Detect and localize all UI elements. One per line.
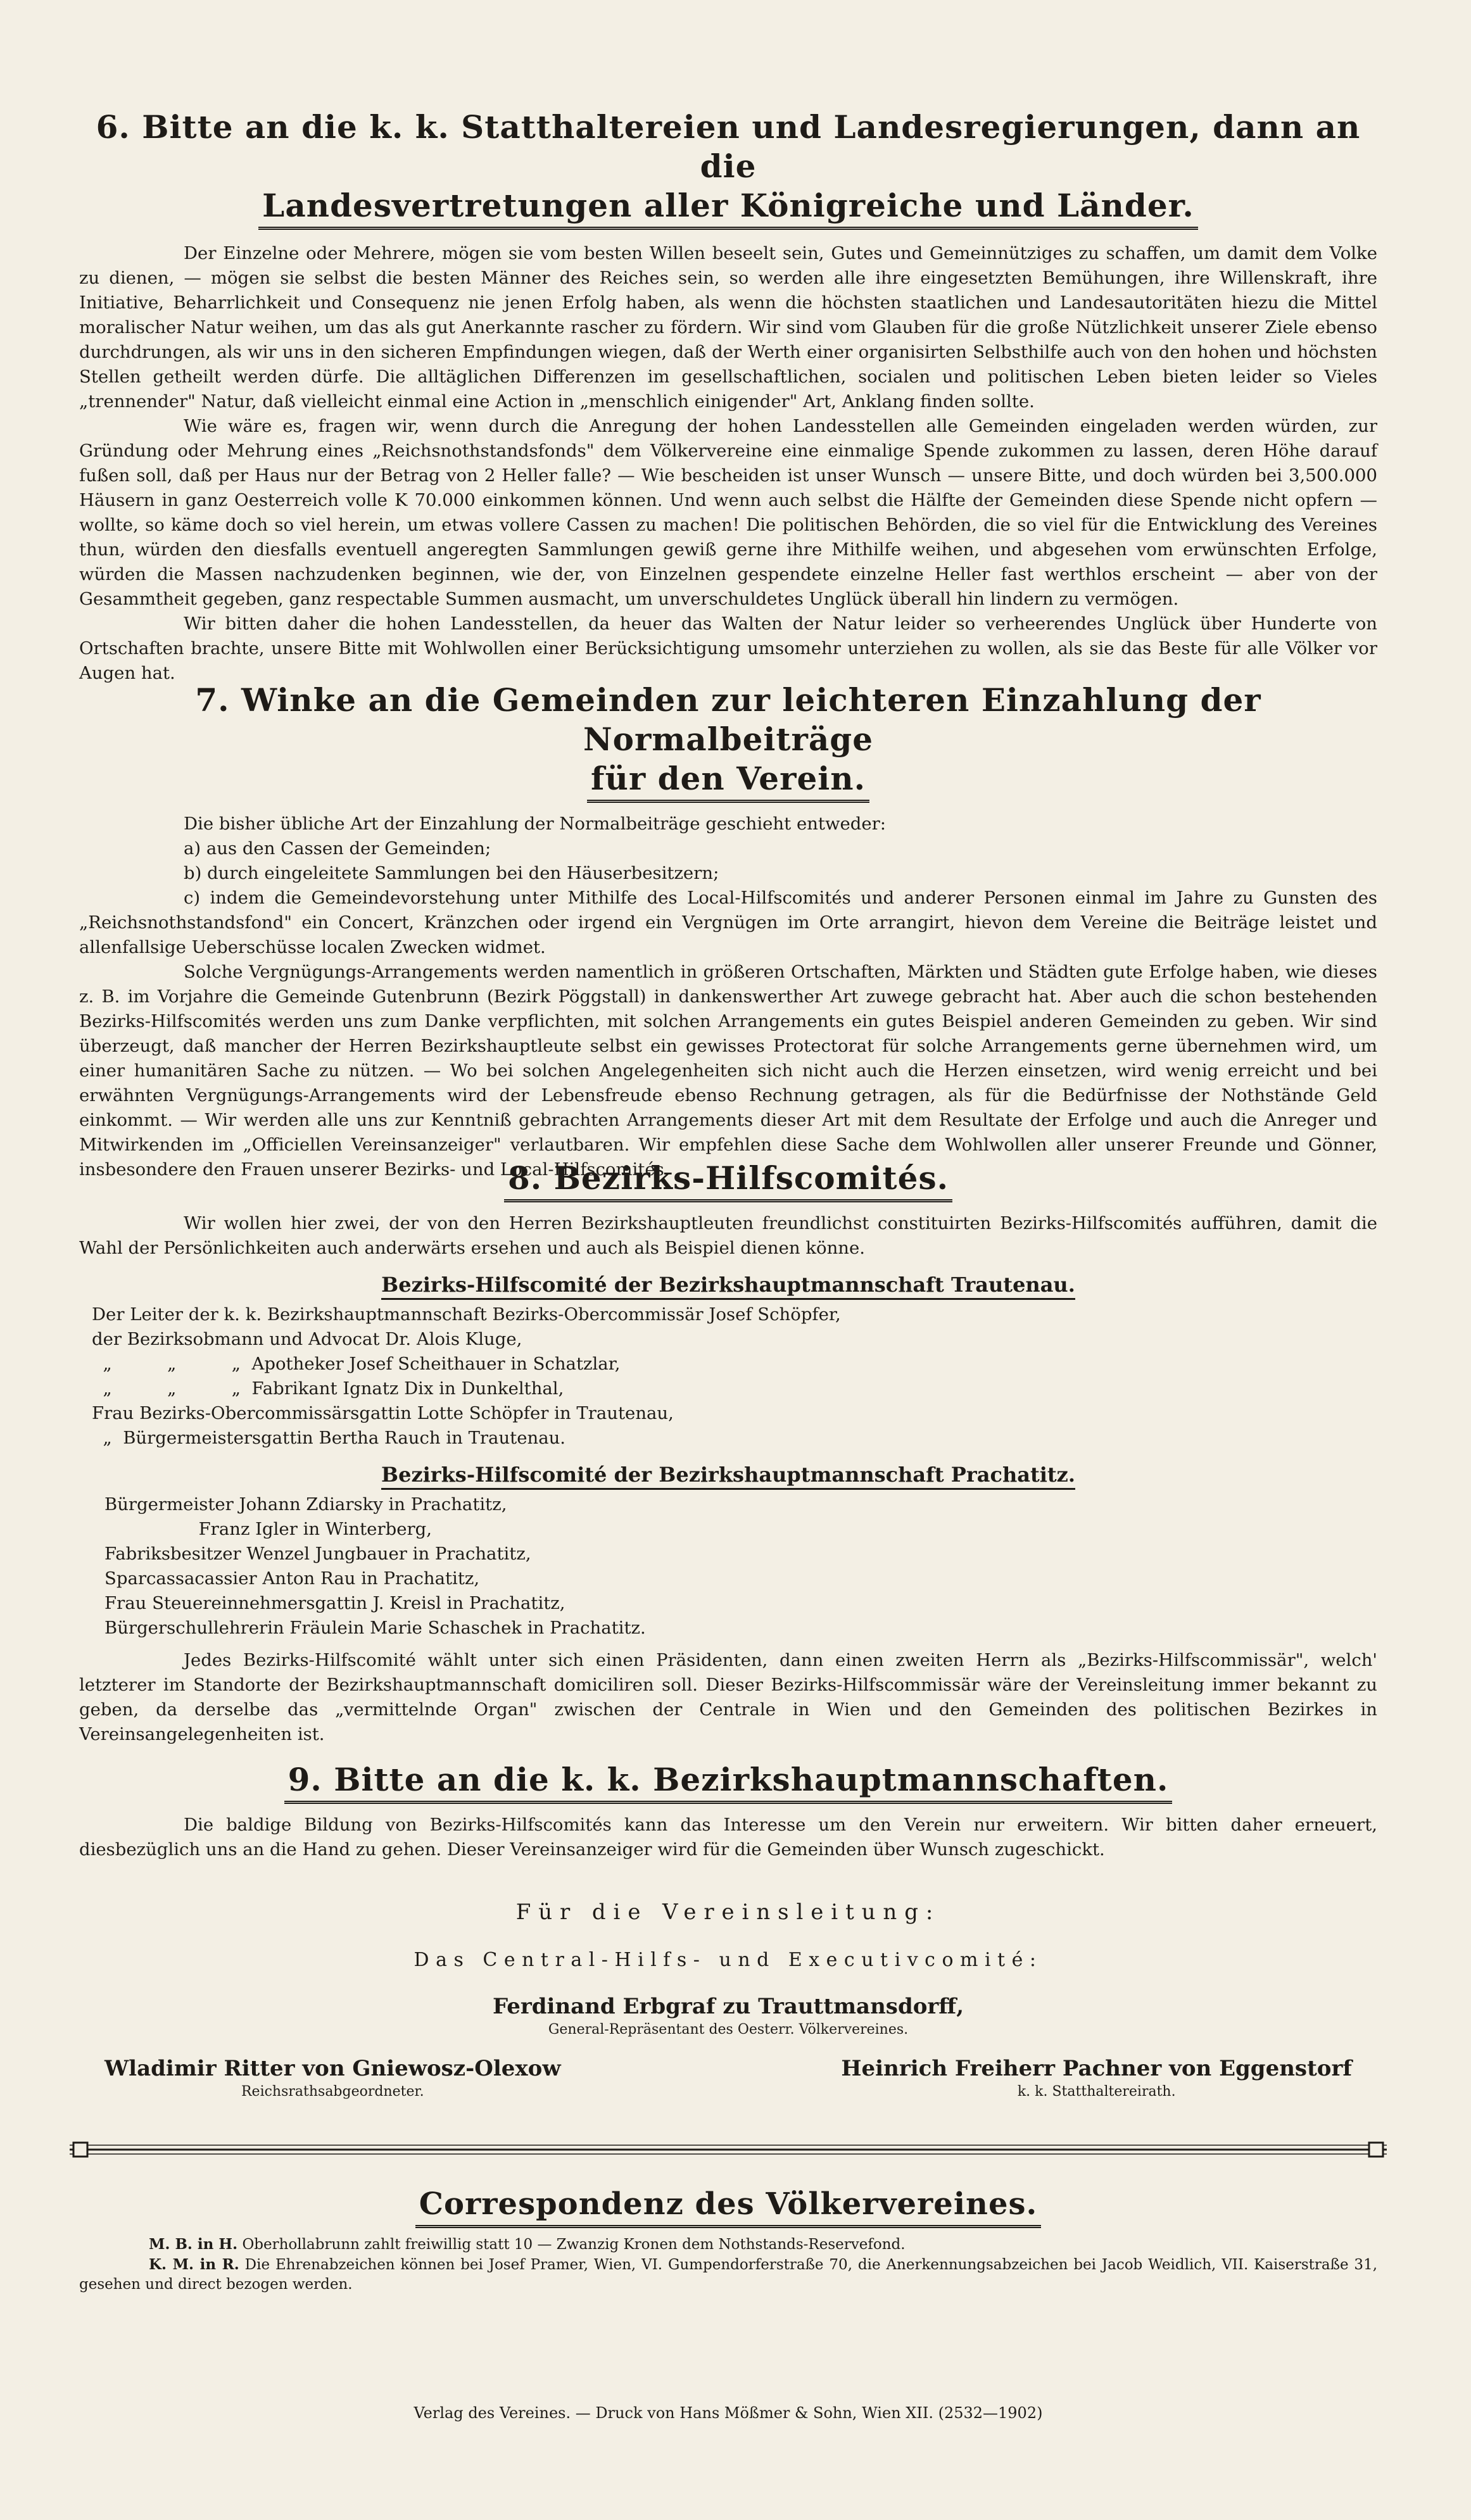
member-row: „ Bürgermeistersgattin Bertha Rauch in Trautenau. bbox=[92, 1428, 566, 1448]
section-7-title-line-2: für den Verein. bbox=[587, 759, 869, 803]
correspondence-entry-1-key: M. B. in H. bbox=[149, 2236, 238, 2253]
member-row: Franz Igler in Winterberg, bbox=[104, 1519, 432, 1539]
correspondence-section bbox=[79, 2184, 1377, 2295]
member-row: „ „ „ Apotheker Josef Scheithauer in Schatzlar, bbox=[92, 1354, 621, 1374]
correspondence-title-text: Correspondenz des Völkervereines. bbox=[415, 2184, 1041, 2228]
section-7-item-b: b) durch eingeleitete Sammlungen bei den Häuserbesitzern; bbox=[184, 863, 719, 883]
committee-prachatitz-title-text: Bezirks-Hilfscomité der Bezirkshauptmannschaft Prachatitz. bbox=[381, 1463, 1075, 1490]
signature-line-1: Für die Vereinsleitung: bbox=[515, 1899, 941, 1925]
signature-right-role: k. k. Statthaltereirath. bbox=[1017, 2084, 1176, 2100]
section-6-paragraph-3: Wir bitten daher die hohen Landesstellen, da heuer das Walten der Natur leider so verheerendes Unglück über Hunderte von Ortschaften brachte, unsere Bitte mit Wohlwollen einer Berücksichtigung umsomehr unterziehen zu wollen, als sie das Beste für alle Völker vor Augen hat. bbox=[79, 614, 1377, 683]
member-row: Bürgerschullehrerin Fräulein Marie Schaschek in Prachatitz. bbox=[104, 1618, 646, 1638]
section-7-title-line-1: 7. Winke an die Gemeinden zur leichteren Einzahlung der Normalbeiträge bbox=[195, 681, 1261, 758]
section-7-item-a: a) aus den Cassen der Gemeinden; bbox=[184, 838, 491, 859]
section-8 bbox=[79, 1159, 1377, 1747]
member-row: Fabriksbesitzer Wenzel Jungbauer in Prachatitz, bbox=[104, 1544, 531, 1564]
signature-left-role: Reichsrathsabgeordneter. bbox=[241, 2084, 424, 2100]
ornamental-divider bbox=[70, 2140, 1387, 2159]
member-row: der Bezirksobmann und Advocat Dr. Alois Kluge, bbox=[92, 1329, 522, 1349]
signature-main-name: Ferdinand Erbgraf zu Trauttmansdorff, bbox=[492, 1994, 964, 2019]
section-8-intro: Wir wollen hier zwei, der von den Herren Bezirkshauptleuten freundlichst constituirten Bezirks-Hilfscomités aufführen, damit die Wahl der Persönlichkeiten auch anderwärts ersehen und auch als Beispiel dienen könne. bbox=[79, 1213, 1377, 1258]
section-8-title-text: 8. Bezirks-Hilfscomités. bbox=[504, 1159, 952, 1202]
section-9-title-text: 9. Bitte an die k. k. Bezirkshauptmannschaften. bbox=[284, 1760, 1173, 1804]
member-row: Bürgermeister Johann Zdiarsky in Prachatitz, bbox=[104, 1494, 507, 1515]
signature-left bbox=[104, 2055, 561, 2101]
section-7-item-c: c) indem die Gemeindevorstehung unter Mithilfe des Local-Hilfscomités und anderer Personen einmal im Jahre zu Gunsten des „Reichsnothstandsfond" ein Concert, Kränzchen oder irgend ein Vergnügen im Orte arrangirt, hievon dem Vereine die Beiträge leistet und allenfallsige Ueberschüsse localen Zwecken widmet. bbox=[79, 888, 1377, 957]
correspondence-entry-2-key: K. M. in R. bbox=[149, 2256, 239, 2273]
member-row: Frau Bezirks-Obercommissärsgattin Lotte Schöpfer in Trautenau, bbox=[92, 1403, 674, 1423]
signature-right-name: Heinrich Freiherr Pachner von Eggenstorf bbox=[841, 2056, 1352, 2081]
section-6-title-line-2: Landesvertretungen aller Königreiche und Länder. bbox=[258, 186, 1198, 230]
member-row: Der Leiter der k. k. Bezirkshauptmannschaft Bezirks-Obercommissär Josef Schöpfer, bbox=[92, 1304, 841, 1325]
section-6-paragraph-1: Der Einzelne oder Mehrere, mögen sie vom besten Willen beseelt sein, Gutes und Gemeinnütziges zu schaffen, um damit dem Volke zu dienen, — mögen sie selbst die besten Männer des Reiches sein, so werden alle ihre eingesetzten Bemühungen, ihre Willenskraft, ihre Initiative, Beharrlichkeit und Consequenz nie jenen Erfolg haben, als wenn die höchsten staatlichen und Landesautoritäten hiezu die Mittel moralischer Natur weihen, um das als gut Anerkannte rascher zu fördern. Wir sind vom Glauben für die große Nützlichkeit unserer Ziele ebenso durchdrungen, als wir uns in den sicheren Empfindungen wiegen, daß der Werth einer organisirten Selbsthilfe auch von den hohen und höchsten Stellen getheilt werden dürfe. Die alltäglichen Differenzen im gesellschaftlichen, socialen und politischen Leben bieten leider so Vieles „trennender" Natur, daß vielleicht einmal eine Action in „menschlich einigender" Art, Anklang finden sollte. bbox=[79, 243, 1377, 412]
ornament-rule-icon bbox=[70, 2140, 1387, 2159]
section-9-paragraph-1: Die baldige Bildung von Bezirks-Hilfscomités kann das Interesse um den Verein nur erweitern. Wir bitten daher erneuert, diesbezüglich uns an die Hand zu gehen. Dieser Vereinsanzeiger wird für die Gemeinden über Wunsch zugeschickt. bbox=[79, 1815, 1377, 1860]
section-7 bbox=[79, 681, 1377, 1182]
section-8-paragraph-1: Jedes Bezirks-Hilfscomité wählt unter sich einen Präsidenten, dann einen zweiten Herrn als „Bezirks-Hilfscommissär", welch' letzterer im Standorte der Bezirkshauptmannschaft domiciliren soll. Dieser Bezirks-Hilfscommissär wäre der Vereinsleitung immer bekannt zu geben, da derselbe das „vermittelnde Organ" zwischen der Centrale in Wien und den Gemeinden des politischen Bezirkes in Vereinsangelegenheiten ist. bbox=[79, 1650, 1377, 1744]
member-row: Sparcassacassier Anton Rau in Prachatitz, bbox=[104, 1568, 480, 1589]
signature-block bbox=[79, 1896, 1377, 2101]
signature-line-2: Das Central-Hilfs- und Executivcomité: bbox=[414, 1949, 1043, 1971]
committee-trautenau-title bbox=[79, 1271, 1377, 1299]
section-7-title bbox=[79, 681, 1377, 803]
correspondence-entry-2 bbox=[79, 2255, 1377, 2295]
member-row: „ „ „ Fabrikant Ignatz Dix in Dunkelthal, bbox=[92, 1378, 564, 1399]
committee-prachatitz-members bbox=[79, 1492, 1377, 1641]
committee-trautenau-members bbox=[79, 1302, 1377, 1451]
committee-prachatitz-title bbox=[79, 1461, 1377, 1489]
section-7-intro: Die bisher übliche Art der Einzahlung der Normalbeiträge geschieht entweder: bbox=[184, 814, 887, 834]
correspondence-entry-2-text: Die Ehrenabzeichen können bei Josef Pramer, Wien, VI. Gumpendorferstraße 70, die Anerkennungsabzeichen bei Jacob Weidlich, VII. Kaiserstraße 31, gesehen und direct bezogen werden. bbox=[79, 2257, 1378, 2293]
section-8-title bbox=[79, 1159, 1377, 1202]
imprint: Verlag des Vereines. — Druck von Hans Mößmer & Sohn, Wien XII. (2532—1902) bbox=[414, 2404, 1043, 2422]
signature-main-role: General-Repräsentant des Oesterr. Völkervereines. bbox=[548, 2022, 909, 2038]
section-6 bbox=[79, 108, 1377, 686]
section-6-title bbox=[79, 108, 1377, 230]
section-6-paragraph-2: Wie wäre es, fragen wir, wenn durch die Anregung der hohen Landesstellen alle Gemeinden eingeladen werden würden, zur Gründung oder Mehrung eines „Reichsnothstandsfonds" dem Völkervereine eine einmalige Spende zukommen zu lassen, deren Höhe darauf fußen soll, daß per Haus nur der Betrag von 2 Heller falle? — Wie bescheiden ist unser Wunsch — unsere Bitte, und doch würden bei 3,500.000 Häusern in ganz Oesterreich volle K 70.000 einkommen können. Und wenn auch selbst die Hälfte der Gemeinden diese Spende nicht opfern — wollte, so käme doch so viel herein, um etwas vollere Cassen zu machen! Die politischen Behörden, die so viel für die Entwicklung des Vereines thun, würden den diesfalls eventuell angeregten Sammlungen gewiß gerne ihre Mithilfe weihen, und abgesehen vom erwünschten Erfolge, würden die Massen nachzudenken beginnen, wie der, von Einzelnen gespendete einzelne Heller fast werthlos erscheint — aber von der Gesammtheit gegeben, ganz respectable Summen ausmacht, um unverschuldetes Unglück überall hin lindern zu vermögen. bbox=[79, 416, 1377, 609]
correspondence-entry-1-text: Oberhollabrunn zahlt freiwillig statt 10 — Zwanzig Kronen dem Nothstands-Reservefond. bbox=[242, 2236, 906, 2253]
member-row: Frau Steuereinnehmersgattin J. Kreisl in Prachatitz, bbox=[104, 1593, 565, 1613]
correspondence-title bbox=[79, 2184, 1377, 2228]
section-9-title bbox=[79, 1760, 1377, 1804]
signature-left-name: Wladimir Ritter von Gniewosz-Olexow bbox=[104, 2056, 561, 2081]
section-9 bbox=[79, 1760, 1377, 1862]
correspondence-entry-1 bbox=[79, 2234, 1377, 2255]
section-7-paragraph-1: Solche Vergnügungs-Arrangements werden namentlich in größeren Ortschaften, Märkten und Städten gute Erfolge haben, wie dieses z. B. im Vorjahre die Gemeinde Gutenbrunn (Bezirk Pöggstall) in dankenswerther Art zuwege gebracht hat. Aber auch die schon bestehenden Bezirks-Hilfscomités werden uns zum Danke verpflichten, mit solchen Arrangements ein gutes Beispiel anderen Gemeinden zu geben. Wir sind überzeugt, daß mancher der Herren Bezirkshauptleute selbst ein gewisses Protectorat für solche Arrangements gerne übernehmen wird, um einer humanitären Sache zu nützen. — Wo bei solchen Angelegenheiten sich nicht auch die Herzen einsetzen, wird wenig erreicht und bei erwähnten Vergnügungs-Arrangements wird der Lebensfreude ebenso Rechnung getragen, als für die Bedürfnisse der Nothstände Geld einkommt. — Wir werden alle uns zur Kenntniß gebrachten Arrangements dieser Art mit dem Resultate der Erfolge und auch die Anreger und Mitwirkenden im „Officiellen Vereinsanzeiger" verlautbaren. Wir empfehlen diese Sache dem Wohlwollen aller unserer Freunde und Gönner, insbesondere den Frauen unserer Bezirks- und Local-Hilfscomités. bbox=[79, 962, 1377, 1180]
section-6-title-line-1: 6. Bitte an die k. k. Statthaltereien und Landesregierungen, dann an die bbox=[96, 108, 1361, 185]
committee-trautenau-title-text: Bezirks-Hilfscomité der Bezirkshauptmannschaft Trautenau. bbox=[381, 1273, 1075, 1300]
signature-right bbox=[841, 2055, 1352, 2101]
